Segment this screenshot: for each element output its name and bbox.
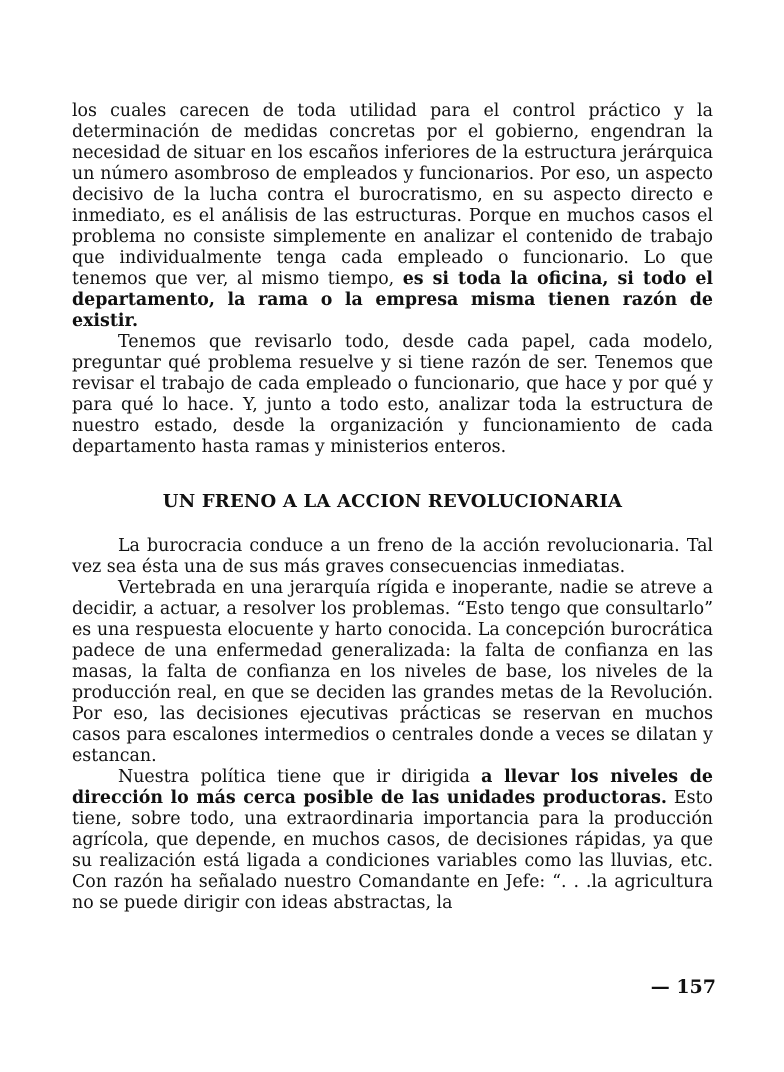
paragraph-2: Tenemos que revisarlo todo, desde cada papel, cada modelo, preguntar qué problema resuelve y si tiene razón de ser. Tenemos que revisar el trabajo de cada empleado o funcionario, que hace y por qué y para qué lo hace. Y, junto a todo esto, analizar toda la estructura de nuestro estado, desde la organización y funcionamiento de cada departamento hasta ramas y ministerios enteros.	[72, 332, 713, 457]
page-body	[72, 101, 713, 914]
paragraph-4: Vertebrada en una jerarquía rígida e inoperante, nadie se atreve a decidir, a actuar, a resolver los problemas. “Esto tengo que consultarlo” es una respuesta elocuente y harto conocida. La concepción burocrática padece de una enfermedad generalizada: la falta de confianza en las masas, la falta de confianza en los niveles de base, los niveles de la producción real, en que se deciden las grandes metas de la Revolución. Por eso, las decisiones ejecutivas prácticas se reservan en muchos casos para escalones intermedios o centrales donde a veces se dilatan y estancan.	[72, 578, 713, 766]
paragraph-5-bold-text: a llevar los niveles de dirección lo más cerca posible de las unidades productoras.	[72, 767, 713, 808]
paragraph-5	[72, 767, 713, 914]
paragraph-1-text: los cuales carecen de toda utilidad para el control práctico y la determinación de medidas concretas por el gobierno, engendran la necesidad de situar en los escaños inferiores de la estructura jerárquica un número asombroso de empleados y funcionarios. Por eso, un aspecto decisivo de la lucha contra el burocratismo, en su aspecto directo e inmediato, es el análisis de las estructuras. Porque en muchos casos el problema no consiste simplemente en analizar el contenido de trabajo que individualmente tenga cada empleado o funcionario. Lo que tenemos que ver, al mismo tiempo,	[72, 101, 713, 289]
paragraph-1-bold-text: es si toda la oficina, si todo el departamento, la rama o la empresa misma tienen razón de existir.	[72, 269, 714, 331]
paragraph-3: La burocracia conduce a un freno de la acción revolucionaria. Tal vez sea ésta una de sus más graves consecuencias inmediatas.	[72, 536, 713, 577]
page-number: — 157	[650, 976, 716, 998]
paragraph-5-lead: Nuestra política tiene que ir dirigida	[118, 767, 482, 787]
section-heading: UN FRENO A LA ACCION REVOLUCIONARIA	[162, 491, 623, 512]
paragraph-1	[72, 101, 713, 332]
paragraph-5-rest: Esto tiene, sobre todo, una extraordinaria importancia para la producción agrícola, que depende, en muchos casos, de decisiones rápidas, ya que su realización está ligada a condiciones variables como las lluvias, etc. Con razón ha señalado nuestro Comandante en Jefe: “. . .la agricultura no se puede dirigir con ideas abstractas, la	[72, 788, 714, 913]
